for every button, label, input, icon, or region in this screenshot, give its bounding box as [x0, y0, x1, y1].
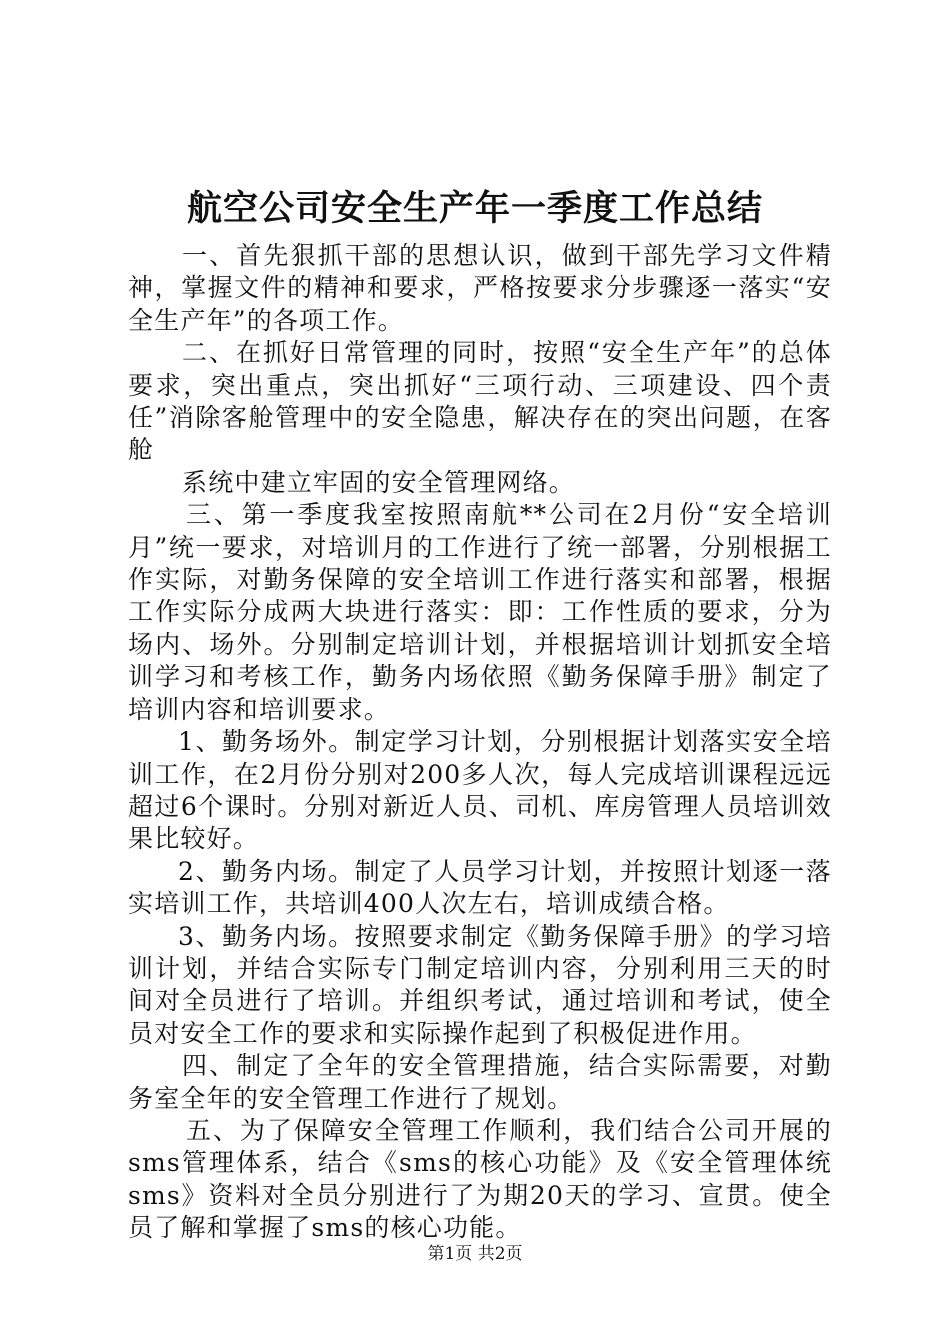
document-body [128, 240, 832, 1245]
paragraph-1: 一、首先狠抓干部的思想认识，做到干部先学习文件精神，掌握文件的精神和要求，严格按要求分步骤逐一落实“安全生产年”的各项工作。 [128, 241, 832, 335]
paragraph-6: 2、勤务内场。制定了人员学习计划，并按照计划逐一落实培训工作，共培训400人次左右，培训成绩合格。 [128, 856, 832, 919]
paragraph-5: 1、勤务场外。制定学习计划，分别根据计划落实安全培训工作，在2月份分别对200多人次，每人完成培训课程远远超过6个课时。分别对新近人员、司机、库房管理人员培训效果比较好。 [128, 727, 832, 854]
paragraph-3: 系统中建立牢固的安全管理网络。 [182, 467, 576, 497]
page-number-footer: 第1页 共2页 [427, 1244, 523, 1264]
paragraph-7: 3、勤务内场。按照要求制定《勤务保障手册》的学习培训计划，并结合实际专门制定培训内容，分别利用三天的时间对全员进行了培训。并组织考试，通过培训和考试，使全员对安全工作的要求和实际操作起到了积极促进作用。 [128, 921, 832, 1048]
document-title: 航空公司安全生产年一季度工作总结 [186, 188, 763, 229]
paragraph-9: 五、为了保障安全管理工作顺利，我们结合公司开展的sms管理体系，结合《sms的核心功能》及《安全管理体统sms》资料对全员分别进行了为期20天的学习、宣贯。使全员了解和掌握了sms的核心功能。 [128, 1115, 832, 1243]
paragraph-4: 三、第一季度我室按照南航**公司在2月份“安全培训月”统一要求，对培训月的工作进行了统一部署，分别根据工作实际，对勤务保障的安全培训工作进行落实和部署，根据工作实际分成两大块进行落实：即：工作性质的要求，分为场内、场外。分别制定培训计划，并根据培训计划抓安全培训学习和考核工作，勤务内场依照《勤务保障手册》制定了培训内容和培训要求。 [128, 500, 832, 724]
paragraph-2: 二、在抓好日常管理的同时，按照“安全生产年”的总体要求，突出重点，突出抓好“三项行动、三项建设、四个责任”消除客舱管理中的安全隐患，解决存在的突出问题，在客舱 [128, 338, 832, 465]
paragraph-8: 四、制定了全年的安全管理措施，结合实际需要，对勤务室全年的安全管理工作进行了规划。 [128, 1051, 832, 1113]
